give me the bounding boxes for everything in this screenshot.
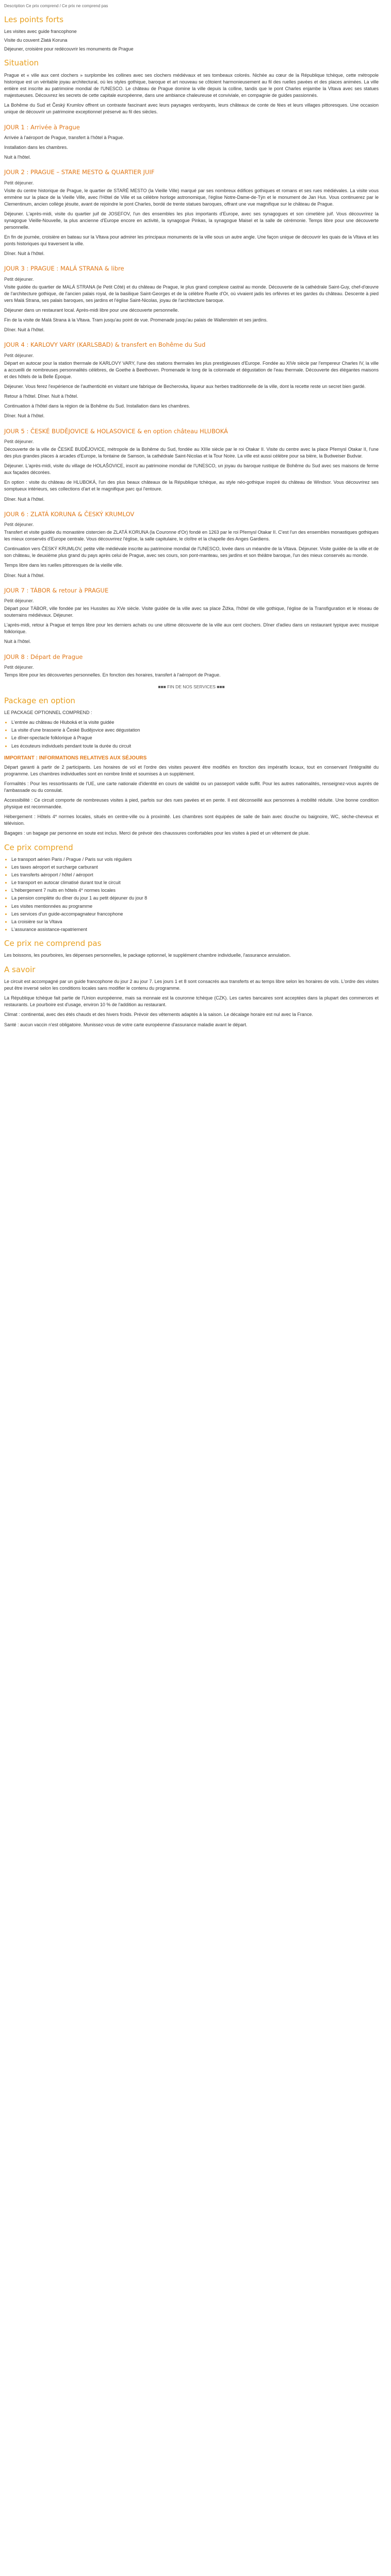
day-1-title: JOUR 1 : Arrivée à Prague <box>4 123 80 131</box>
day-6-food: Dîner. Nuit à l'hôtel. <box>4 572 45 578</box>
day-8-label: Petit déjeuner. <box>4 665 34 670</box>
list-item: • Le transport aérien Paris / Prague / Paris sur vols réguliers <box>11 856 379 863</box>
important-text-4: Hébergement : Hôtels 4* normes locales, situés en centre-ville ou à proximité. Les chambres sont équipées de salle de bain avec douche ou baignoire, WC, sèche-cheveux et télévision. <box>4 814 379 826</box>
list-item: • La pension complète du dîner du jour 1 au petit déjeuner du jour 8 <box>11 895 379 902</box>
savoir-text: Le circuit est accompagné par un guide francophone du jour 2 au jour 7. Les jours 1 et 8 sont consacrés aux transferts et au temps libre selon les horaires de vols. L'ordre des visites peut être inversé selon les conditions locales sans modifier le contenu du programme. <box>4 979 379 991</box>
day-8-title: JOUR 8 : Départ de Prague <box>4 653 83 660</box>
package-list <box>4 719 379 749</box>
day-5-label: Petit déjeuner. <box>4 439 34 445</box>
situation-heading: Situation <box>4 58 39 68</box>
list-item: • Le transport en autocar climatisé durant tout le circuit <box>11 879 379 886</box>
day-3-text-2: Déjeuner dans un restaurant local. Après-midi libre pour une découverte personnelle. <box>4 308 179 313</box>
day-5-text-3: En option : visite du château de HLUBOKÁ, l'un des plus beaux châteaux de la République tchèque, au style néo-gothique inspiré du château de Windsor. Vous découvrirez ses somptueux intérieurs, ses collections d'art et le magnifique parc qui l'entoure. <box>4 480 379 492</box>
day-5-title: JOUR 5 : ČESKÉ BUDĚJOVICE & HOLASOVICE & en option château HLUBOKÁ <box>4 427 228 435</box>
package-intro: LE PACKAGE OPTIONNEL COMPREND : <box>4 710 92 716</box>
day-2-title: JOUR 2 : PRAGUE – STARE MESTO & QUARTIER JUIF <box>4 168 155 176</box>
day-5-text-2: Déjeuner. L'après-midi, visite du village de HOLAŠOVICE, inscrit au patrimoine mondial de l'UNESCO, un joyau du baroque rustique de Bohême du Sud avec ses maisons de ferme aux façades décorées. <box>4 463 379 476</box>
list-item: • L'entrée au château de Hluboká et la visite guidée <box>11 719 379 726</box>
day-6-title: JOUR 6 : ZLATÁ KORUNA & ČESKÝ KRUMLOV <box>4 510 135 518</box>
list-item: • Les écouteurs individuels pendant toute la durée du circuit <box>11 743 379 750</box>
savoir-text-3: Climat : continental, avec des étés chauds et des hivers froids. Prévoir des vêtements adaptés à la saison. Le décalage horaire est nul avec la France. <box>4 1012 313 1018</box>
important-heading: IMPORTANT : INFORMATIONS RELATIVES AUX SÉJOURS <box>4 755 147 761</box>
day-1-text: Arrivée à l'aéroport de Prague, transfert à l'hôtel à Prague. <box>4 135 124 141</box>
list-item: • La visite d'une brasserie à České Budějovice avec dégustation <box>11 727 379 734</box>
day-4-text-2: Déjeuner. Vous ferez l'expérience de l'authenticité en visitant une fabrique de Becherovka, liqueur aux herbes traditionnelle de la ville, dont la recette reste un secret bien gardé. <box>4 384 366 389</box>
important-text-2: Formalités : Pour les ressortissants de l'UE, une carte nationale d'identité en cours de validité ou un passeport valide suffit. Pour les autres nationalités, renseignez-vous auprès de l'ambassade ou du consulat. <box>4 781 379 793</box>
day-7-text-2: L'après-midi, retour à Prague et temps libre pour les derniers achats ou une ultime découverte de la ville aux cent clochers. Dîner d'adieu dans un restaurant typique avec musique folklorique. <box>4 622 379 635</box>
day-5-text: Découverte de la ville de ČESKÉ BUDĚJOVICE, métropole de la Bohême du Sud, fondée au XIIIe siècle par le roi Otakar II. Visite du centre avec la place Přemysl Otakar II, l'une des plus grandes places à arcades d'Europe, la fontaine de Samson, la cathédrale Saint-Nicolas et la Tour Noire. La ville est aussi célèbre pour sa bière, la Budweiser Budvar. <box>4 447 379 459</box>
day-3-label: Petit déjeuner. <box>4 277 34 282</box>
day-3-text: Visite guidée du quartier de MALÁ STRANA (le Petit Côté) et du château de Prague, le plus grand complexe castral au monde. Découverte de la cathédrale Saint-Guy, chef-d'œuvre de l'architecture gothique, de l'ancien palais royal, de la basilique Saint-Georges et de la célèbre Ruelle d'Or, où vivaient jadis les orfèvres et les gardes du château. Descente à pied vers Malá Strana, ses palais baroques, ses jardins et l'église Saint-Nicolas, joyau de l'architecture baroque. <box>4 284 379 303</box>
points-forts-list <box>4 28 379 53</box>
day-4-food: Dîner. Nuit à l'hôtel. <box>4 413 45 419</box>
day-4-text-3: Retour à l'hôtel. Dîner. Nuit à l'hôtel. <box>4 394 78 399</box>
day-7-text: Départ pour TÁBOR, ville fondée par les Hussites au XVe siècle. Visite guidée de la ville avec sa place Žižka, l'hôtel de ville gothique, l'église de la Transfiguration et le réseau de souterrains médiévaux. Déjeuner. <box>4 606 379 618</box>
day-4-text-4: Continuation à l'hôtel dans la région de la Bohême du Sud. Installation dans les chambres. <box>4 403 190 409</box>
day-7-label: Petit déjeuner. <box>4 598 34 604</box>
situation-text: Prague et « ville aux cent clochers » surplombe les collines avec ses clochers médiévaux et ses tombeaux colorés. Nichée au cœur de la République tchèque, cette métropole historique est un véritable joyau architectural, où les styles gothique, baroque et art nouveau se côtoient harmonieusement au fil des ruelles pavées et des places animées. La ville entière est inscrite au patrimoine mondial de l'UNESCO. Le château de Prague domine la ville depuis la colline, tandis que le pont Charles enjambe la Vltava avec ses statues majestueuses. Découvrez les secrets de cette capitale européenne, dans une ambiance chaleureuse et conviviale, en compagnie de guides passionnés. <box>4 73 379 98</box>
points-fort-item: Les visites avec guide francophone <box>4 29 77 35</box>
list-item: • Les taxes aéroport et surcharge carburant <box>11 864 379 871</box>
day-3-food: Dîner. Nuit à l'hôtel. <box>4 327 45 333</box>
savoir-text-4: Santé : aucun vaccin n'est obligatoire. Munissez-vous de votre carte européenne d'assurance maladie avant le départ. <box>4 1022 248 1027</box>
day-3-text-3: Fin de la visite de Malá Strana à la Vltava. Tram jusqu'au point de vue. Promenade jusqu'au palais de Wallenstein et ses jardins. <box>4 317 268 323</box>
day-1-night: Nuit à l'hôtel. <box>4 155 31 160</box>
day-8-text: Temps libre pour les découvertes personnelles. En fonction des horaires, transfert à l'aéroport de Prague. <box>4 672 221 678</box>
day-4-label: Petit déjeuner. <box>4 353 34 359</box>
list-item: • L'hébergement 7 nuits en hôtels 4* normes locales <box>11 887 379 894</box>
list-item: • Les transferts aéroport / hôtel / aéroport <box>11 872 379 878</box>
important-text: Départ garanti à partir de 2 participants. Les horaires de vol et l'ordre des visites peuvent être modifiés en fonction des impératifs locaux, tout en conservant l'intégralité du programme. Les chambres individuelles sont en nombre limité et soumises à un supplément. <box>4 765 379 777</box>
day-6-text: Transfert et visite guidée du monastère cistercien de ZLATÁ KORUNA (la Couronne d'Or) fondé en 1263 par le roi Přemysl Otakar II. C'est l'un des ensembles monastiques gothiques les mieux conservés d'Europe centrale. Vous découvrirez l'église, la salle capitulaire, le cloître et la chapelle des Anges Gardiens. <box>4 530 379 542</box>
savoir-heading: A savoir <box>4 964 36 974</box>
day-7-title: JOUR 7 : TÁBOR & retour à PRAGUE <box>4 586 109 594</box>
tab-links[interactable]: Description Ce prix comprend / Ce prix ne comprend pas <box>4 4 108 8</box>
included-heading: Ce prix comprend <box>4 842 73 852</box>
points-fort-item: Visite du couvent Zlatá Koruna <box>4 38 68 43</box>
page <box>0 0 383 1037</box>
day-4-title: JOUR 4 : KARLOVY VARY (KARLSBAD) & transfert en Bohême du Sud <box>4 341 206 349</box>
end-of-services: ■■■ FIN DE NOS SERVICES ■■■ <box>158 684 225 690</box>
included-list <box>4 856 379 933</box>
day-1-text-2: Installation dans les chambres. <box>4 145 68 150</box>
list-item: • L'assurance assistance-rapatriement <box>11 926 379 933</box>
excluded-text: Les boissons, les pourboires, les dépenses personnelles, le package optionnel, le supplément chambre individuelle, l'assurance annulation. <box>4 953 291 958</box>
day-3-title: JOUR 3 : PRAGUE : MALÁ STRANA & libre <box>4 265 124 273</box>
excluded-heading: Ce prix ne comprend pas <box>4 938 102 948</box>
important-text-5: Bagages : un bagage par personne en soute est inclus. Merci de prévoir des chaussures confortables pour les visites à pied et un vêtement de pluie. <box>4 831 310 836</box>
day-2-food: Dîner. Nuit à l'hôtel. <box>4 251 45 257</box>
day-2-label: Petit déjeuner. <box>4 180 34 185</box>
day-2-text: Visite du centre historique de Prague, le quartier de STARÉ MESTO (la Vieille Ville) marqué par ses nombreux édifices gothiques et romans et ses rues médiévales. La visite vous emmène sur la place de la Vieille Ville, avec l'Hôtel de Ville et sa célèbre horloge astronomique, l'église Notre-Dame-de-Týn et le monument de Jan Hus. Vous continuerez par le Clementinum, ancien collège jésuite, avant de rejoindre le pont Charles, bordé de trente statues baroques, offrant une vue magnifique sur le château de Prague. <box>4 188 379 207</box>
points-fort-item: Déjeuner, croisière pour redécouvrir les monuments de Prague <box>4 46 134 52</box>
day-7-food: Nuit à l'hôtel. <box>4 639 31 645</box>
list-item: • Les visites mentionnées au programme <box>11 903 379 910</box>
day-5-food: Dîner. Nuit à l'hôtel. <box>4 496 45 502</box>
savoir-text-2: La République tchèque fait partie de l'Union européenne, mais sa monnaie est la couronne tchèque (CZK). Les cartes bancaires sont acceptées dans la plupart des commerces et restaurants. Le pourboire est d'usage, environ 10 % de l'addition au restaurant. <box>4 995 379 1008</box>
day-2-text-3: En fin de journée, croisière en bateau sur la Vltava pour admirer les principaux monuments de la ville sous un autre angle. Une façon unique de découvrir les quais de la Vltava et les ponts historiques qui traversent la ville. <box>4 234 379 247</box>
points-forts-heading: Les points forts <box>4 14 64 24</box>
list-item: • Les services d'un guide-accompagnateur francophone <box>11 911 379 918</box>
package-heading: Package en option <box>4 696 75 705</box>
day-6-text-2: Continuation vers ČESKÝ KRUMLOV, petite ville médiévale inscrite au patrimoine mondial de l'UNESCO, lovée dans un méandre de la Vltava. Déjeuner. Visite guidée de la ville et de son château, le deuxième plus grand du pays après celui de Prague, avec ses cours, son pont-manteau, ses jardins et son théâtre baroque, l'un des mieux conservés au monde. <box>4 546 379 558</box>
day-6-text-3: Temps libre dans les ruelles pittoresques de la vieille ville. <box>4 563 123 568</box>
day-2-text-2: Déjeuner. L'après-midi, visite du quartier juif de JOSEFOV, l'un des ensembles les plus importants d'Europe, avec ses synagogues et son cimetière juif. Vous découvrirez la synagogue Vieille-Nouvelle, la plus ancienne d'Europe encore en activité, la synagogue Pinkas, la synagogue Maisel et la salle de cérémonie. Temps libre pour une découverte personnelle. <box>4 211 379 230</box>
important-text-3: Accessibilité : Ce circuit comporte de nombreuses visites à pied, parfois sur des rues pavées et en pente. Il est déconseillé aux personnes à mobilité réduite. Une bonne condition physique est recommandée. <box>4 798 379 810</box>
day-4-text: Départ en autocar pour la station thermale de KARLOVY VARY, l'une des stations thermales les plus prestigieuses d'Europe. Fondée au XIVe siècle par l'empereur Charles IV, la ville a accueilli de nombreuses personnalités célèbres, de Goethe à Beethoven. Promenade le long de la colonnade et dégustation de l'eau thermale. Découverte des élégantes maisons et des hôtels de la Belle Époque. <box>4 361 379 380</box>
list-item: • Le dîner-spectacle folklorique à Prague <box>11 735 379 741</box>
situation-text-2: La Bohême du Sud et Český Krumlov offrent un contraste fascinant avec leurs paysages verdoyants, leurs châteaux de conte de fées et leurs villages pittoresques. Une occasion unique de découvrir un patrimoine exceptionnel préservé au fil des siècles. <box>4 103 379 115</box>
day-6-label: Petit déjeuner. <box>4 522 34 528</box>
list-item: • La croisière sur la Vltava <box>11 919 379 925</box>
